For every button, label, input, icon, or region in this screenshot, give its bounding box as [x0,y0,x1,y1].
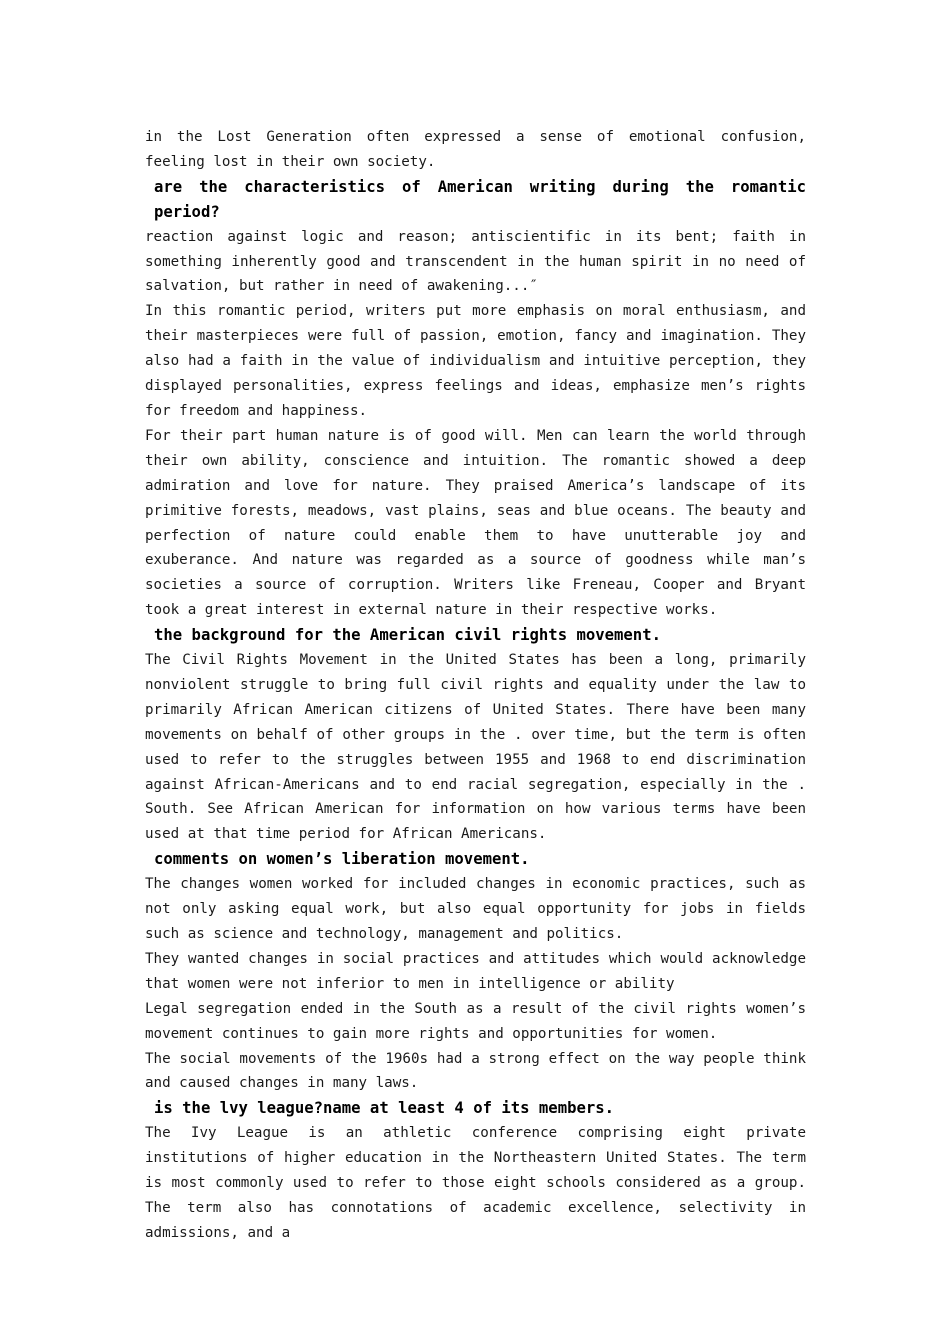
heading-womens-liberation: comments on women’s liberation movement. [154,850,530,869]
paragraph-romantic-reaction: reaction against logic and reason; antiscientific in its bent; faith in something inherently good and transcendent in the human spirit in no need of salvation, but rather in need of awakening...″ [145,228,806,295]
heading-ivy-league: is the lvy league?name at least 4 of its members. [154,1099,615,1118]
heading-civil-rights: the background for the American civil rights movement. [154,626,661,645]
paragraph-legal-segregation: Legal segregation ended in the South as a result of the civil rights women’s movement continues to gain more rights and opportunities for women. [145,1000,806,1042]
paragraph-lost-generation: in the Lost Generation often expressed a sense of emotional confusion, feeling lost in their own society. [145,129,806,170]
paragraph-romantic-emphasis: In this romantic period, writers put more emphasis on moral enthusiasm, and their masterpieces were full of passion, emotion, fancy and imagination. They also had a faith in the value of individualism and intuitive perception, they displayed personalities, express feelings and ideas, emphasize men’s rights for freedom and happiness. [145,303,806,419]
paragraph-civil-rights: The Civil Rights Movement in the United States has been a long, primarily nonviolent struggle to bring full civil rights and equality under the law to primarily African American citizens of United States. There have been many movements on behalf of other groups in the . over time, but the term is often used to refer to the struggles between 1955 and 1968 to end discrimination against African-Americans and to end racial segregation, especially in the . South. See African American for information on how various terms have been used at that time period for African Americans. [145,652,806,843]
paragraph-ivy-league: The Ivy League is an athletic conference comprising eight private institutions of higher education in the Northeastern United States. The term is most commonly used to refer to those eight schools considered as a group. The term also has connotations of academic excellence, selectivity in admissions, and a [145,1125,806,1241]
paragraph-human-nature: For their part human nature is of good will. Men can learn the world through their own ability, conscience and intuition. The romantic showed a deep admiration and love for nature. They praised America’s landscape of its primitive forests, meadows, vast plains, seas and blue oceans. The beauty and perfection of nature could enable them to have unutterable joy and exuberance. And nature was regarded as a source of goodness while man’s societies a source of corruption. Writers like Freneau, Cooper and Bryant took a great interest in external nature in their respective works. [145,427,806,619]
paragraph-1960s-movements: The social movements of the 1960s had a strong effect on the way people think and caused changes in many laws. [145,1050,806,1092]
document-body [145,125,806,1246]
paragraph-economic-changes: The changes women worked for included changes in economic practices, such as not only asking equal work, but also equal opportunity for jobs in fields such as science and technology, management and politics. [145,876,806,942]
paragraph-social-changes: They wanted changes in social practices and attitudes which would acknowledge that women were not inferior to men in intelligence or ability [145,950,806,992]
heading-romantic-period: are the characteristics of American writing during the romantic period? [154,177,806,221]
